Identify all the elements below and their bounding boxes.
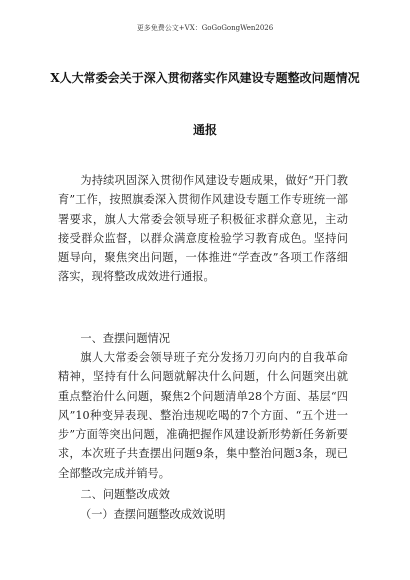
header-note: 更多免费公文+VX：GoGoGongWen2026 — [136, 24, 274, 32]
section-paragraph-problem-review: 旗人大常委会领导班子充分发扬刀刃向内的自我革命精神，坚持有什么问题就解决什么问题，什么问题突出就重点整治什么问题，聚焦2个问题清单28个方面、基层“四风”10种变异表现、整治违规吃喝的7个方面、“五个进一步”方面等突出问题，准确把握作风建设新形势新任务新要求，本次班子共查摆出问题9条，集中整治问题3条，现已全部整改完成并销号。 — [58, 351, 348, 480]
section-heading-rectification-results: 二、问题整改成效 — [80, 488, 170, 501]
section-heading-problem-review: 一、查摆问题情况 — [80, 332, 170, 345]
intro-paragraph: 为持续巩固深入贯彻作风建设专题成果，做好“开门教育”工作，按照旗委深入贯彻作风建设专题工作专班统一部署要求，旗人大常委会领导班子积极征求群众意见，主动接受群众监督，以群众满意度检验学习教育成色。坚持问题导向，聚焦突出问题，一体推进“学查改”各项工作落细落实，现将整改成效进行通报。 — [58, 174, 348, 284]
document-subtitle: 通报 — [192, 123, 217, 137]
subsection-heading-rectification-explanation: （一）查摆问题整改成效说明 — [80, 508, 226, 521]
document-title: X人大常委会关于深入贯彻落实作风建设专题整改问题情况 — [50, 71, 360, 85]
